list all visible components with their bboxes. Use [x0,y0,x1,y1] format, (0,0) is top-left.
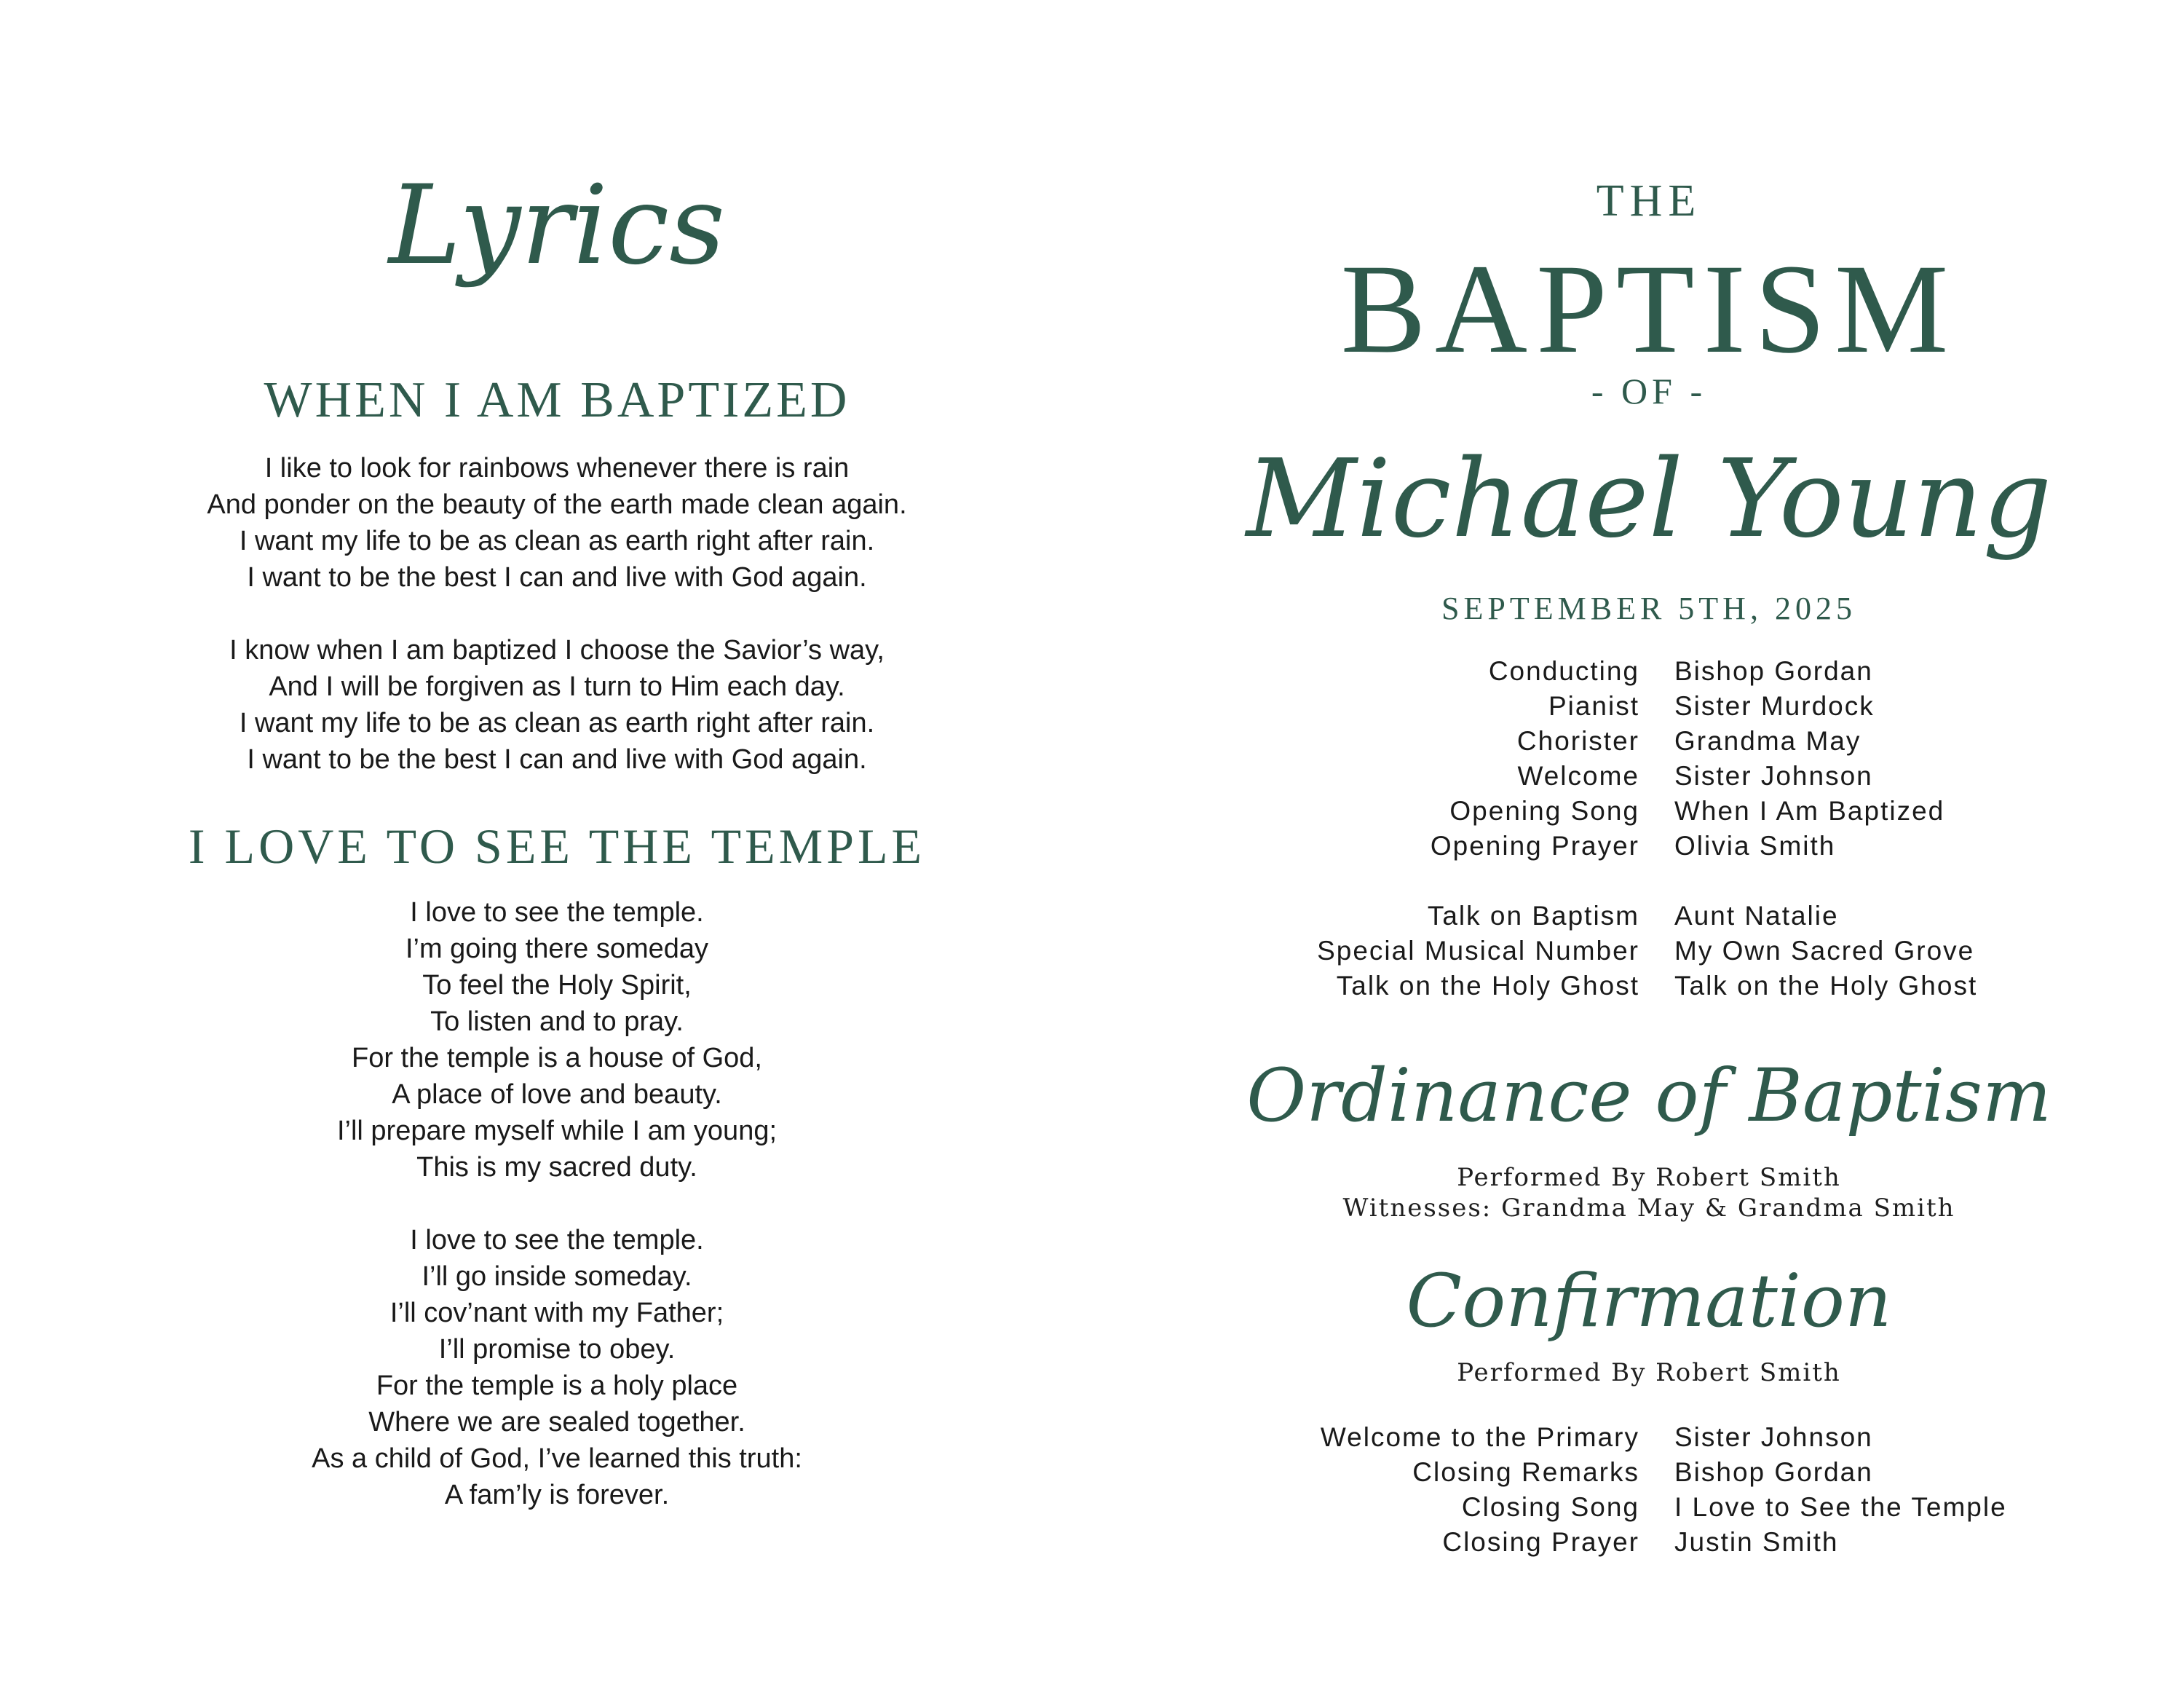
program-role: Special Musical Number [1317,936,1639,966]
ordinance-heading: Ordinance of Baptism [1246,1053,2052,1138]
lyric-line: Where we are sealed together. [368,1407,745,1437]
program-role: Opening Prayer [1430,831,1639,861]
lyric-line: I’ll promise to obey. [438,1334,676,1365]
program-row [728,899,2184,934]
program-role: Welcome [1517,761,1639,791]
program-role: Closing Prayer [1442,1527,1639,1557]
program-role: Talk on Baptism [1427,901,1639,931]
event-date: SEPTEMBER 5TH, 2025 [1441,591,1856,626]
confirmation-performed-by: Performed By Robert Smith [1457,1358,1841,1387]
lyric-line: I’ll prepare myself while I am young; [336,1116,778,1146]
program-role: Opening Song [1449,796,1639,826]
lyric-line: As a child of God, I’ve learned this truth: [312,1443,802,1474]
song1-title: WHEN I AM BAPTIZED [264,372,850,428]
program-role: Closing Remarks [1412,1457,1639,1487]
program-role: Closing Song [1461,1492,1639,1522]
program-row [728,1420,2184,1455]
title-baptism: BAPTISM [1340,238,1958,380]
program-row [728,934,2184,969]
program-role: Welcome to the Primary [1320,1422,1639,1452]
lyric-line: A fam’ly is forever. [444,1480,670,1510]
lyric-line: I love to see the temple. [410,1225,704,1255]
program-person: Sister Johnson [1674,761,1873,791]
lyric-line: I’m going there someday [405,934,709,964]
program-row [728,1455,2184,1490]
program-person: Olivia Smith [1674,831,1836,861]
program-role: Chorister [1516,726,1639,756]
ordinance-performed-by: Performed By Robert Smith [1457,1163,1841,1192]
program-role: Conducting [1488,656,1639,686]
program-row [728,689,2184,724]
lyrics-heading: Lyrics [388,162,726,289]
song2-title: I LOVE TO SEE THE TEMPLE [188,819,926,874]
program-person: I Love to See the Temple [1674,1492,2007,1522]
program-row [728,1525,2184,1560]
lyric-line: And ponder on the beauty of the earth made clean again. [207,489,907,520]
program-row [728,759,2184,794]
program-row [728,724,2184,759]
program-person: Sister Murdock [1674,691,1875,721]
lyric-line: I know when I am baptized I choose the Savior’s way, [229,635,885,666]
program-row [728,654,2184,689]
program-part-2 [728,1420,2184,1560]
program-role: Pianist [1548,691,1639,721]
program-person: Grandma May [1674,726,1861,756]
lyric-line: This is my sacred duty. [416,1152,697,1183]
lyric-line: For the temple is a house of God, [352,1043,762,1073]
confirmation-heading: Confirmation [1406,1258,1892,1344]
program-part-1 [728,654,2184,1003]
program-person: My Own Sacred Grove [1674,936,1975,966]
program-role: Talk on the Holy Ghost [1336,971,1639,1001]
lyric-line: To feel the Holy Spirit, [422,970,692,1001]
lyric-line: For the temple is a holy place [376,1370,738,1401]
program-row [728,829,2184,864]
lyric-line: I like to look for rainbows whenever there is rain [264,453,850,484]
lyric-line: I love to see the temple. [410,897,704,928]
right-page [1114,0,2184,1688]
honoree-name: Michael Young [1246,436,2052,561]
lyric-line: I want to be the best I can and live with God again. [247,744,867,775]
program-person: Bishop Gordan [1674,656,1873,686]
lyric-line: To listen and to pray. [430,1006,684,1037]
lyric-line: I’ll cov’nant with my Father; [389,1298,724,1328]
lyric-line: I’ll go inside someday. [422,1261,692,1292]
program-person: Sister Johnson [1674,1422,1873,1452]
program-row [728,1490,2184,1525]
lyric-line: I want my life to be as clean as earth right after rain. [239,708,875,738]
program-person: Talk on the Holy Ghost [1674,971,1978,1001]
ordinance-witnesses: Witnesses: Grandma May & Grandma Smith [1342,1194,1955,1223]
lyric-line: And I will be forgiven as I turn to Him each day. [269,671,845,702]
title-the: THE [1596,176,1702,226]
lyric-line: I want to be the best I can and live with God again. [247,562,867,593]
program-person: Justin Smith [1674,1527,1839,1557]
lyric-line: A place of love and beauty. [392,1079,722,1110]
program-person: When I Am Baptized [1674,796,1945,826]
title-of: - OF - [1591,371,1707,411]
program-person: Aunt Natalie [1674,901,1839,931]
program-row [728,794,2184,829]
lyric-line: I want my life to be as clean as earth right after rain. [239,526,875,556]
program-row [728,969,2184,1003]
program-person: Bishop Gordan [1674,1457,1873,1487]
